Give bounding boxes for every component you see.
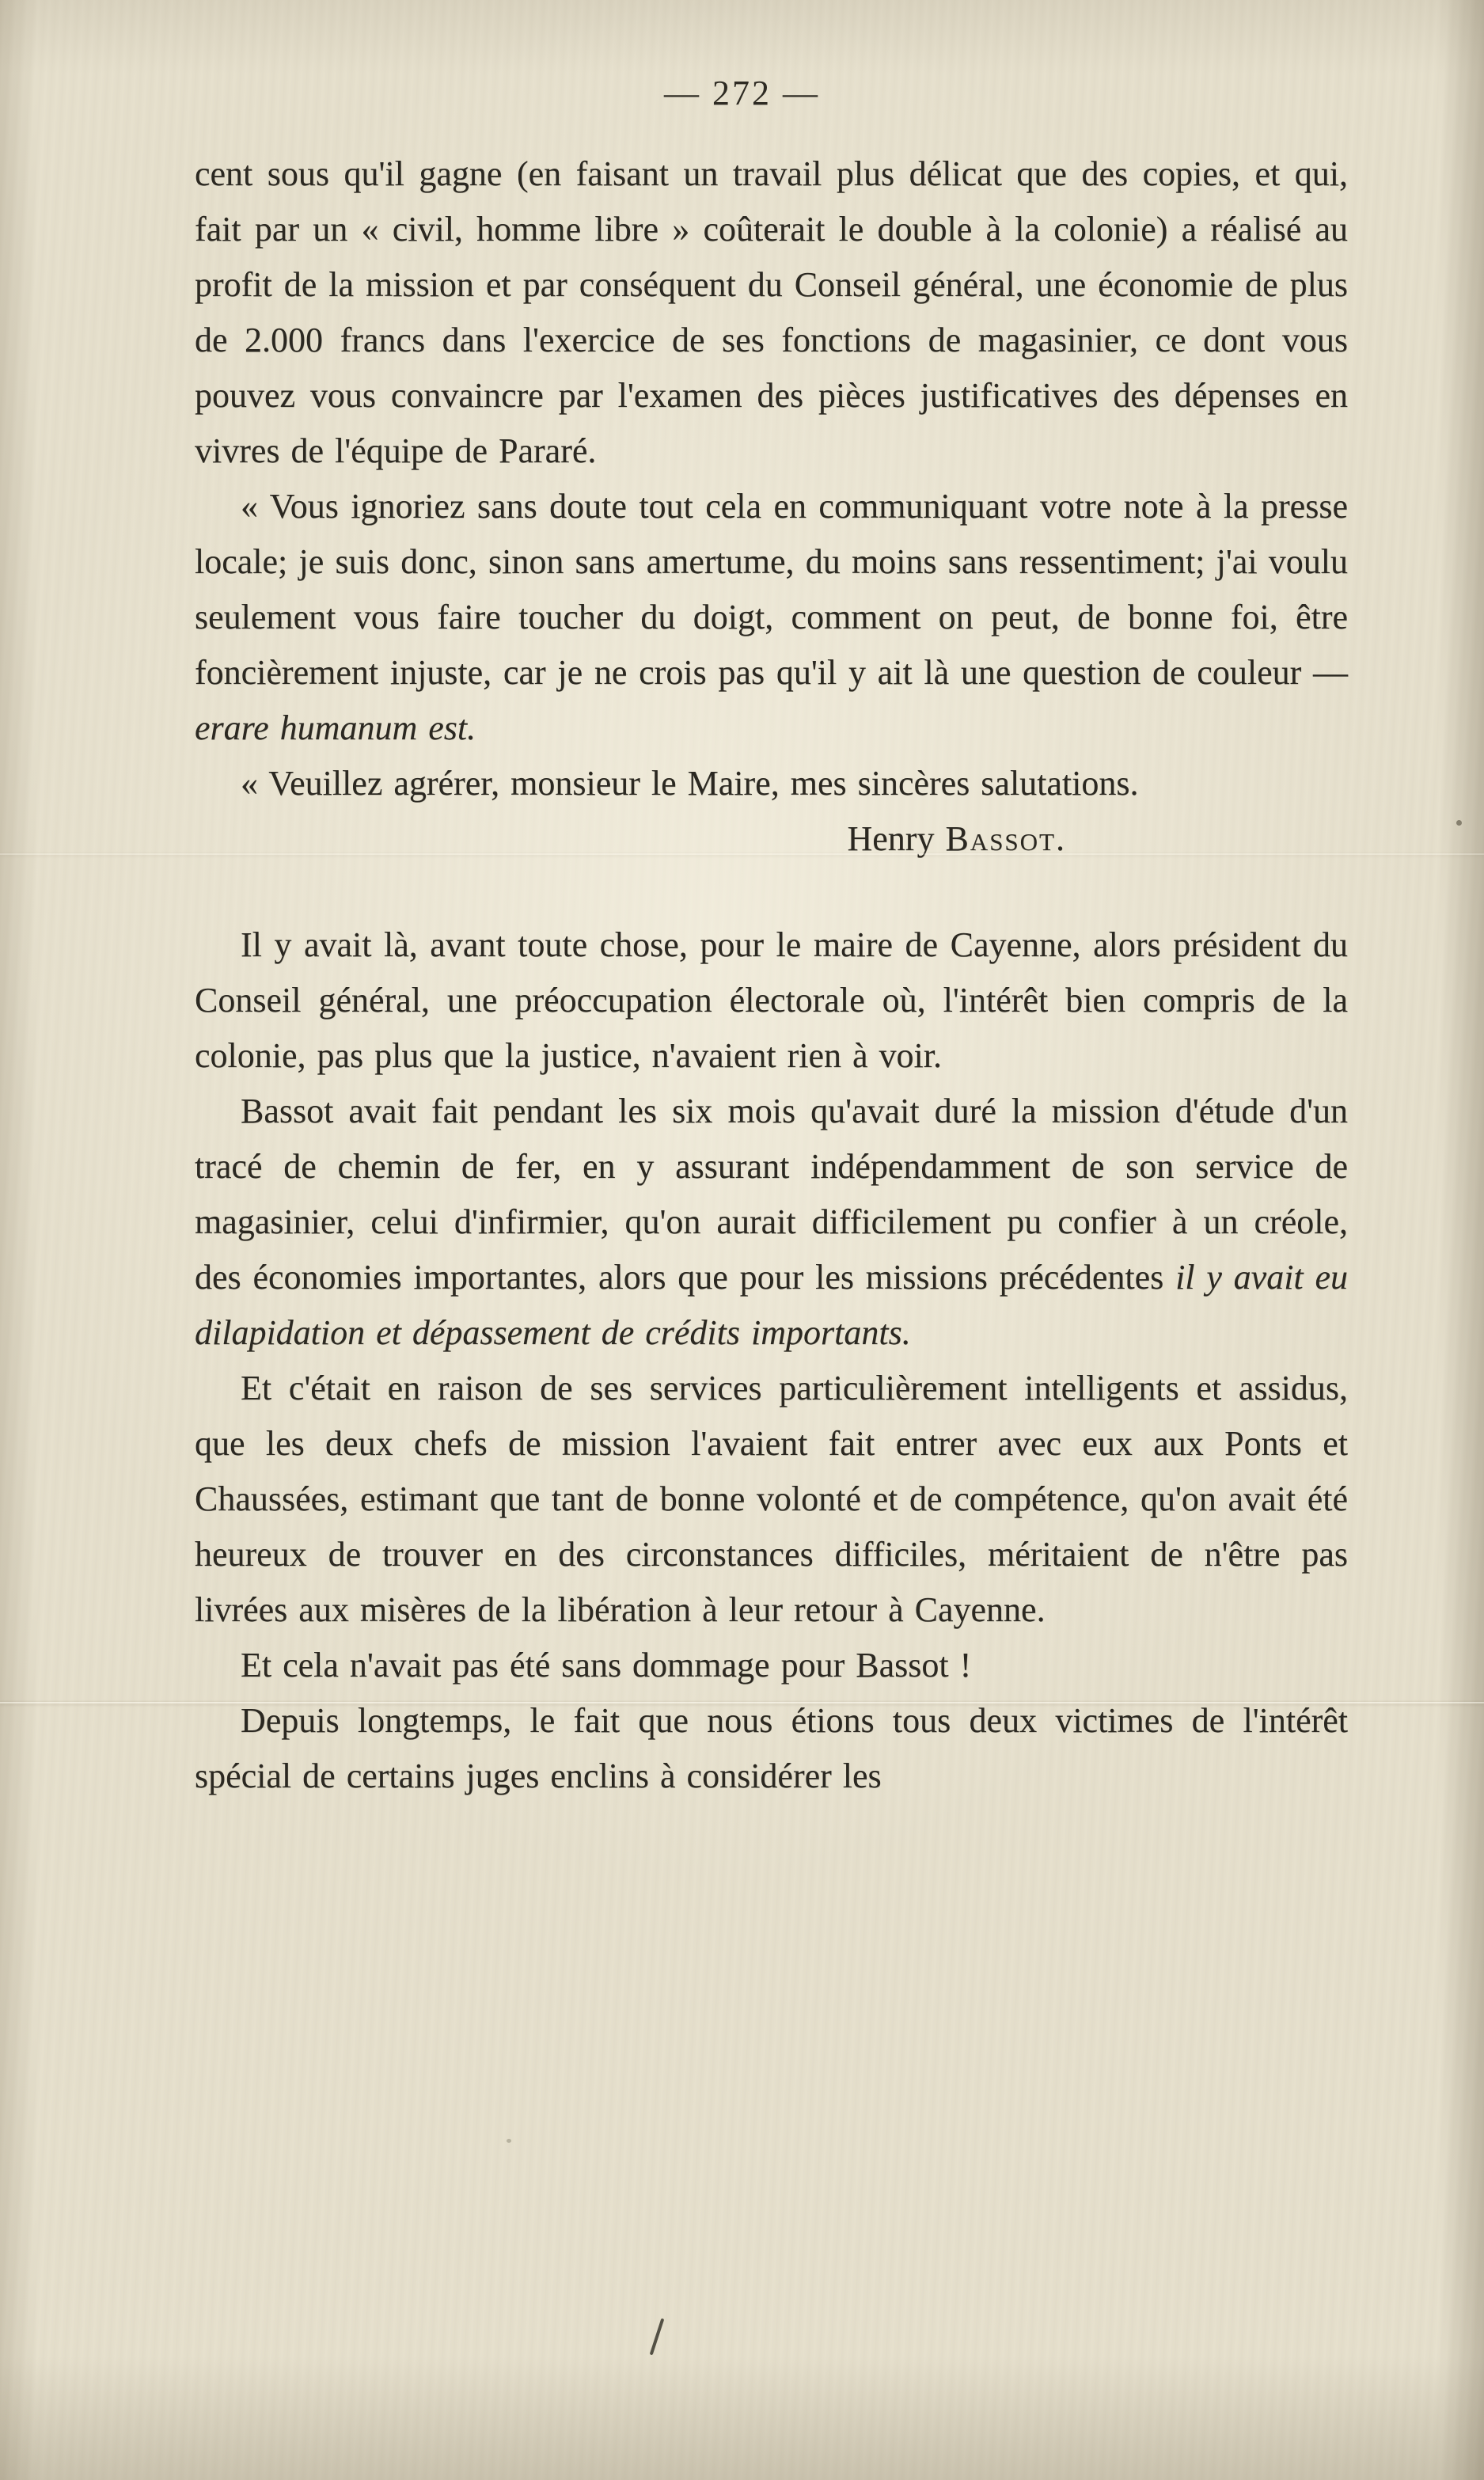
paragraph-narrative-4 [195,1638,1348,1693]
paragraph-letter-closing [195,756,1348,811]
italic-emphasis-phrase: il y avait eu dilapidation et dépassement de crédits importants. [195,1258,1348,1352]
paragraph-narrative-5 [195,1693,1348,1804]
signature-first-name: Henry [847,819,935,858]
paragraph-text: « Veuillez agrérer, monsieur le Maire, mes sincères salutations. [241,764,1139,803]
paragraph-text: « Vous ignoriez sans doute tout cela en communiquant votre note à la presse locale; je suis donc, sinon sans amertume, du moins sans ressentiment; j'ai voulu seulement vous faire toucher du doigt, comment on peut, de bonne foi, être foncièrement injuste, car je ne crois pas qu'il y ait là une question de couleur — [195,487,1348,692]
paragraph-text: cent sous qu'il gagne (en faisant un travail plus délicat que des copies, et qui, fait par un « civil, homme libre » coûterait le double à la colonie) a réalisé au profit de la mission et par conséquent du Conseil général, une économie de plus de 2.000 francs dans l'exercice de ses fonctions de magasinier, ce dont vous pouvez vous convaincre par l'examen des pièces justificatives des dépenses en vivres de l'équipe de Pararé. [195,154,1348,470]
paragraph-narrative-3 [195,1361,1348,1638]
paragraph-letter-1 [195,479,1348,756]
paragraph-narrative-1 [195,917,1348,1084]
page-number: — 272 — [664,74,820,112]
pen-mark [650,2319,665,2356]
paragraph-text: Depuis longtemps, le fait que nous étions tous deux victimes de l'intérêt spécial de certains juges enclins à considérer les [195,1701,1348,1795]
paragraph-text: Bassot avait fait pendant les six mois qu'avait duré la mission d'étude d'un tracé de chemin de fer, en y assurant indépendamment de son service de magasinier, celui d'infirmier, qu'on aurait difficilement pu confier à un créole, des économies importantes, alors que pour les missions précédentes [195,1092,1348,1297]
paragraph-text: Il y avait là, avant toute chose, pour le maire de Cayenne, alors président du Conseil général, une préoccupation électorale où, l'intérêt bien compris de la colonie, pas plus que la justice, n'avaient rien à voir. [195,925,1348,1075]
paragraph-continuation [195,146,1348,479]
signature-surname: Bassot. [945,819,1066,858]
paragraph-text: Et cela n'avait pas été sans dommage pour Bassot ! [241,1646,972,1684]
paragraph-text: Et c'était en raison de ses services particulièrement intelligents et assidus, que les deux chefs de mission l'avaient fait entrer avec eux aux Ponts et Chaussées, estimant que tant de bonne volonté et de compétence, qu'on avait été heureux de trouver en des circonstances difficiles, méritaient de n'être pas livrées aux misères de la libération à leur retour à Cayenne. [195,1369,1348,1629]
italic-latin-phrase: erare humanum est. [195,708,476,747]
body-text [195,146,1348,1804]
paper-speck [1456,820,1462,826]
paragraph-narrative-2 [195,1084,1348,1361]
signature-line [195,811,1348,867]
paper-speck [507,2139,511,2143]
